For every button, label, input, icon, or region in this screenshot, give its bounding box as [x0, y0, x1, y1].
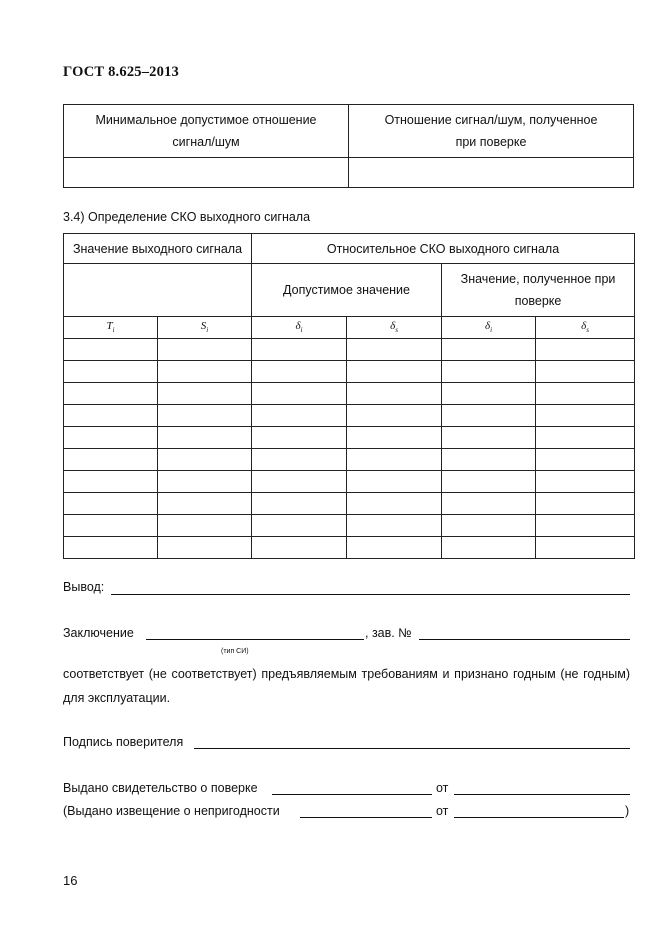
podpis-field[interactable] — [194, 748, 630, 749]
table-cell[interactable] — [536, 515, 635, 537]
table-cell[interactable] — [536, 383, 635, 405]
table-cell[interactable] — [64, 471, 158, 493]
table-cell[interactable] — [252, 405, 347, 427]
section-caption: 3.4) Определение СКО выходного сигнала — [63, 210, 311, 224]
zaklyuchenie-label: Заключение — [63, 626, 134, 640]
symbol-header — [64, 317, 158, 339]
symbol-subscript: i — [300, 326, 303, 335]
table-row — [64, 537, 635, 559]
table-row — [64, 493, 635, 515]
table-cell[interactable] — [64, 383, 158, 405]
table-cell[interactable] — [536, 493, 635, 515]
table-cell[interactable] — [442, 405, 536, 427]
output-value-header-blank — [64, 264, 252, 317]
table-cell[interactable] — [64, 427, 158, 449]
symbol-header — [158, 317, 252, 339]
table-row — [64, 471, 635, 493]
table-cell[interactable] — [252, 537, 347, 559]
ot-label-2: от — [436, 804, 449, 818]
symbol-subscript: s — [395, 326, 398, 335]
table-cell[interactable] — [536, 427, 635, 449]
table-cell[interactable] — [64, 449, 158, 471]
table-cell[interactable] — [158, 493, 252, 515]
signal-noise-table — [63, 104, 634, 188]
symbol-subscript: i — [490, 326, 493, 335]
table-cell[interactable] — [64, 361, 158, 383]
table-cell[interactable] — [536, 405, 635, 427]
table-cell[interactable] — [347, 427, 442, 449]
table-cell[interactable] — [442, 383, 536, 405]
symbol-base: δ — [581, 320, 587, 333]
vyvod-label: Вывод: — [63, 580, 105, 594]
table-cell[interactable] — [442, 449, 536, 471]
output-value-header: Значение выходного сигнала — [64, 234, 252, 264]
table-cell[interactable] — [158, 427, 252, 449]
table-cell[interactable] — [158, 339, 252, 361]
notice-field[interactable] — [300, 817, 432, 818]
table-cell[interactable] — [536, 449, 635, 471]
min-ratio-header-line2: сигнал/шум — [172, 135, 240, 149]
table-row — [64, 449, 635, 471]
close-paren: ) — [625, 804, 630, 818]
podpis-label: Подпись поверителя — [63, 735, 184, 749]
symbol-base: S — [200, 320, 207, 333]
obtained-ratio-cell[interactable] — [349, 158, 634, 188]
si-type-field[interactable] — [146, 639, 364, 640]
obtained-value-header-line2: поверке — [514, 294, 562, 308]
obtained-ratio-header — [349, 105, 634, 158]
table-cell[interactable] — [252, 339, 347, 361]
table-cell[interactable] — [347, 449, 442, 471]
table-cell[interactable] — [442, 339, 536, 361]
table-cell[interactable] — [252, 449, 347, 471]
table-cell[interactable] — [158, 361, 252, 383]
table-cell[interactable] — [536, 339, 635, 361]
symbol-base: T — [106, 320, 113, 333]
table-cell[interactable] — [347, 537, 442, 559]
obtained-value-header — [442, 264, 635, 317]
symbol-subscript: i — [206, 326, 209, 335]
min-ratio-cell[interactable] — [64, 158, 349, 188]
table-row — [64, 383, 635, 405]
page-header: ГОСТ 8.625–2013 — [63, 64, 179, 80]
izveshenie-label: (Выдано извещение о непригодности — [63, 804, 280, 818]
table-row — [64, 339, 635, 361]
table-cell[interactable] — [442, 427, 536, 449]
table-cell[interactable] — [347, 383, 442, 405]
symbol-header — [347, 317, 442, 339]
serial-number-field[interactable] — [419, 639, 630, 640]
sko-table — [63, 233, 635, 559]
obtained-ratio-header-line1: Отношение сигнал/шум, полученное — [384, 113, 598, 127]
table-cell[interactable] — [64, 339, 158, 361]
table-cell[interactable] — [158, 449, 252, 471]
table-cell[interactable] — [64, 493, 158, 515]
table-cell[interactable] — [252, 493, 347, 515]
relative-sko-header: Относительное СКО выходного сигнала — [252, 234, 635, 264]
table-cell[interactable] — [347, 339, 442, 361]
table-row — [64, 427, 635, 449]
table-cell[interactable] — [347, 361, 442, 383]
symbol-subscript: s — [586, 326, 589, 335]
table-cell[interactable] — [347, 405, 442, 427]
obtained-ratio-header-line2: при поверке — [455, 135, 527, 149]
table-cell[interactable] — [158, 471, 252, 493]
vyvod-field[interactable] — [111, 594, 630, 595]
table-row — [64, 405, 635, 427]
table-cell[interactable] — [442, 471, 536, 493]
table-cell[interactable] — [442, 537, 536, 559]
table-cell[interactable] — [158, 383, 252, 405]
obtained-value-header-line1: Значение, полученное при — [460, 272, 616, 286]
symbol-header — [442, 317, 536, 339]
table-row — [64, 361, 635, 383]
table-cell[interactable] — [252, 471, 347, 493]
symbol-header — [252, 317, 347, 339]
table-cell[interactable] — [252, 383, 347, 405]
table-cell[interactable] — [442, 493, 536, 515]
table-cell[interactable] — [442, 361, 536, 383]
table-cell[interactable] — [536, 537, 635, 559]
table-cell[interactable] — [64, 515, 158, 537]
symbol-base: δ — [484, 320, 491, 333]
allowed-value-header: Допустимое значение — [252, 264, 442, 317]
table-cell[interactable] — [64, 537, 158, 559]
zav-label: , зав. № — [365, 626, 412, 640]
table-cell[interactable] — [347, 493, 442, 515]
symbol-header — [536, 317, 635, 339]
certificate-date-field[interactable] — [454, 794, 630, 795]
notice-date-field[interactable] — [454, 817, 624, 818]
symbol-base: δ — [295, 320, 301, 333]
page-number: 16 — [63, 873, 78, 888]
min-ratio-header-line1: Минимальное допустимое отношение — [95, 113, 317, 127]
table-row — [64, 515, 635, 537]
min-ratio-header — [64, 105, 349, 158]
table-cell[interactable] — [347, 515, 442, 537]
symbol-subscript: i — [112, 326, 115, 335]
table-cell[interactable] — [442, 515, 536, 537]
conformity-paragraph: соответствует (не соответствует) предъявляемым требованиям и признано годным (не годным) для эксплуатации. — [63, 667, 630, 705]
table-cell[interactable] — [158, 405, 252, 427]
certificate-field[interactable] — [272, 794, 432, 795]
table-cell[interactable] — [64, 405, 158, 427]
table-cell[interactable] — [252, 515, 347, 537]
table-cell[interactable] — [536, 471, 635, 493]
table-cell[interactable] — [158, 537, 252, 559]
table-cell[interactable] — [252, 427, 347, 449]
si-type-hint: (тип СИ) — [221, 648, 249, 655]
table-cell[interactable] — [536, 361, 635, 383]
symbol-base: δ — [390, 320, 396, 333]
table-cell[interactable] — [252, 361, 347, 383]
table-cell[interactable] — [347, 471, 442, 493]
table-cell[interactable] — [158, 515, 252, 537]
ot-label-1: от — [436, 781, 449, 795]
vydano-label: Выдано свидетельство о поверке — [63, 781, 258, 795]
